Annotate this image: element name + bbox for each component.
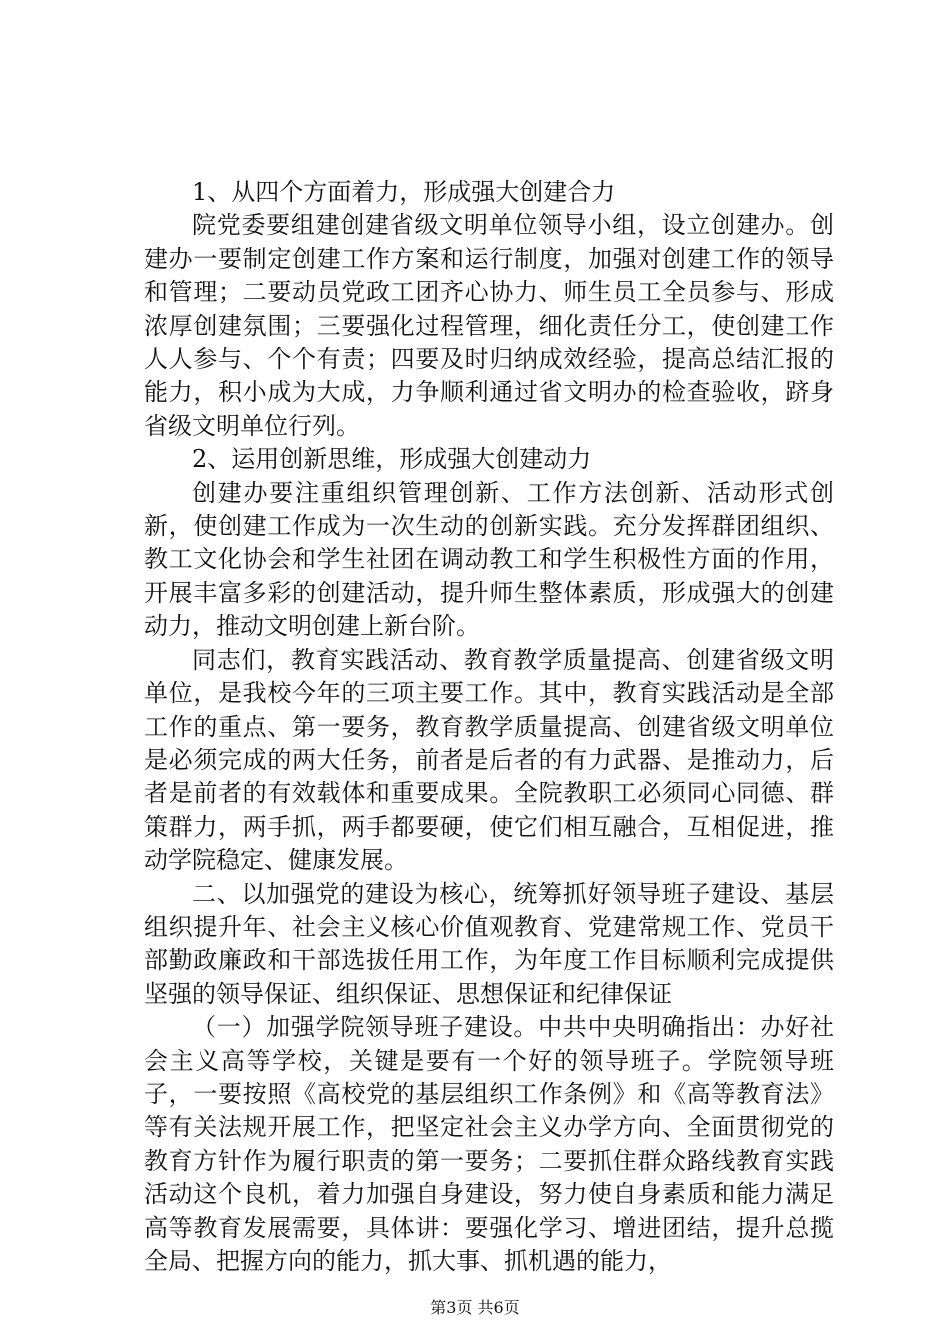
- page-footer: 第3页 共6页: [430, 1298, 520, 1317]
- body-paragraph: 创建办要注重组织管理创新、工作方法创新、活动形式创新，使创建工作成为一次生动的创新实践。充分发挥群团组织、教工文化协会和学生社团在调动教工和学生积极性方面的作用，开展丰富多彩的创建活动，提升师生整体素质，形成强大的创建动力，推动文明创建上新台阶。: [144, 478, 834, 641]
- section-heading-1: 1、从四个方面着力，形成强大创建合力: [192, 178, 616, 206]
- body-paragraph: （一）加强学院领导班子建设。中共中央明确指出：办好社会主义高等学校，关键是要有一个好的领导班子。学院领导班子，一要按照《高校党的基层组织工作条例》和《高等教育法》等有关法规开展工作，把坚定社会主义办学方向、全面贯彻党的教育方针作为履行职责的第一要务；二要抓住群众路线教育实践活动这个良机，着力加强自身建设，努力使自身素质和能力满足高等教育发展需要，具体讲：要强化学习、增进团结，提升总揽全局、把握方向的能力，抓大事、抓机遇的能力，: [144, 1013, 834, 1275]
- document-body: [144, 176, 834, 1278]
- body-paragraph: 院党委要组建创建省级文明单位领导小组，设立创建办。创建办一要制定创建工作方案和运行制度，加强对创建工作的领导和管理；二要动员党政工团齐心协力、师生员工全员参与、形成浓厚创建氛围；三要强化过程管理，细化责任分工，使创建工作人人参与、个个有责；四要及时归纳成效经验，提高总结汇报的能力，积小成为大成，力争顺利通过省文明办的检查验收，跻身省级文明单位行列。: [144, 211, 834, 440]
- section-heading-2: 2、运用创新思维，形成强大创建动力: [192, 445, 592, 474]
- section-heading-two: 二、以加强党的建设为核心，统筹抓好领导班子建设、基层组织提升年、社会主义核心价值观教育、党建常规工作、党员干部勤政廉政和干部选拔任用工作，为年度工作目标顺利完成提供坚强的领导保证、组织保证、思想保证和纪律保证: [144, 879, 834, 1008]
- body-paragraph: 同志们，教育实践活动、教育教学质量提高、创建省级文明单位，是我校今年的三项主要工作。其中，教育实践活动是全部工作的重点、第一要务，教育教学质量提高、创建省级文明单位是必须完成的两大任务，前者是后者的有力武器、是推动力，后者是前者的有效载体和重要成果。全院教职工必须同心同德、群策群力，两手抓，两手都要硬，使它们相互融合，互相促进，推动学院稳定、健康发展。: [144, 645, 834, 875]
